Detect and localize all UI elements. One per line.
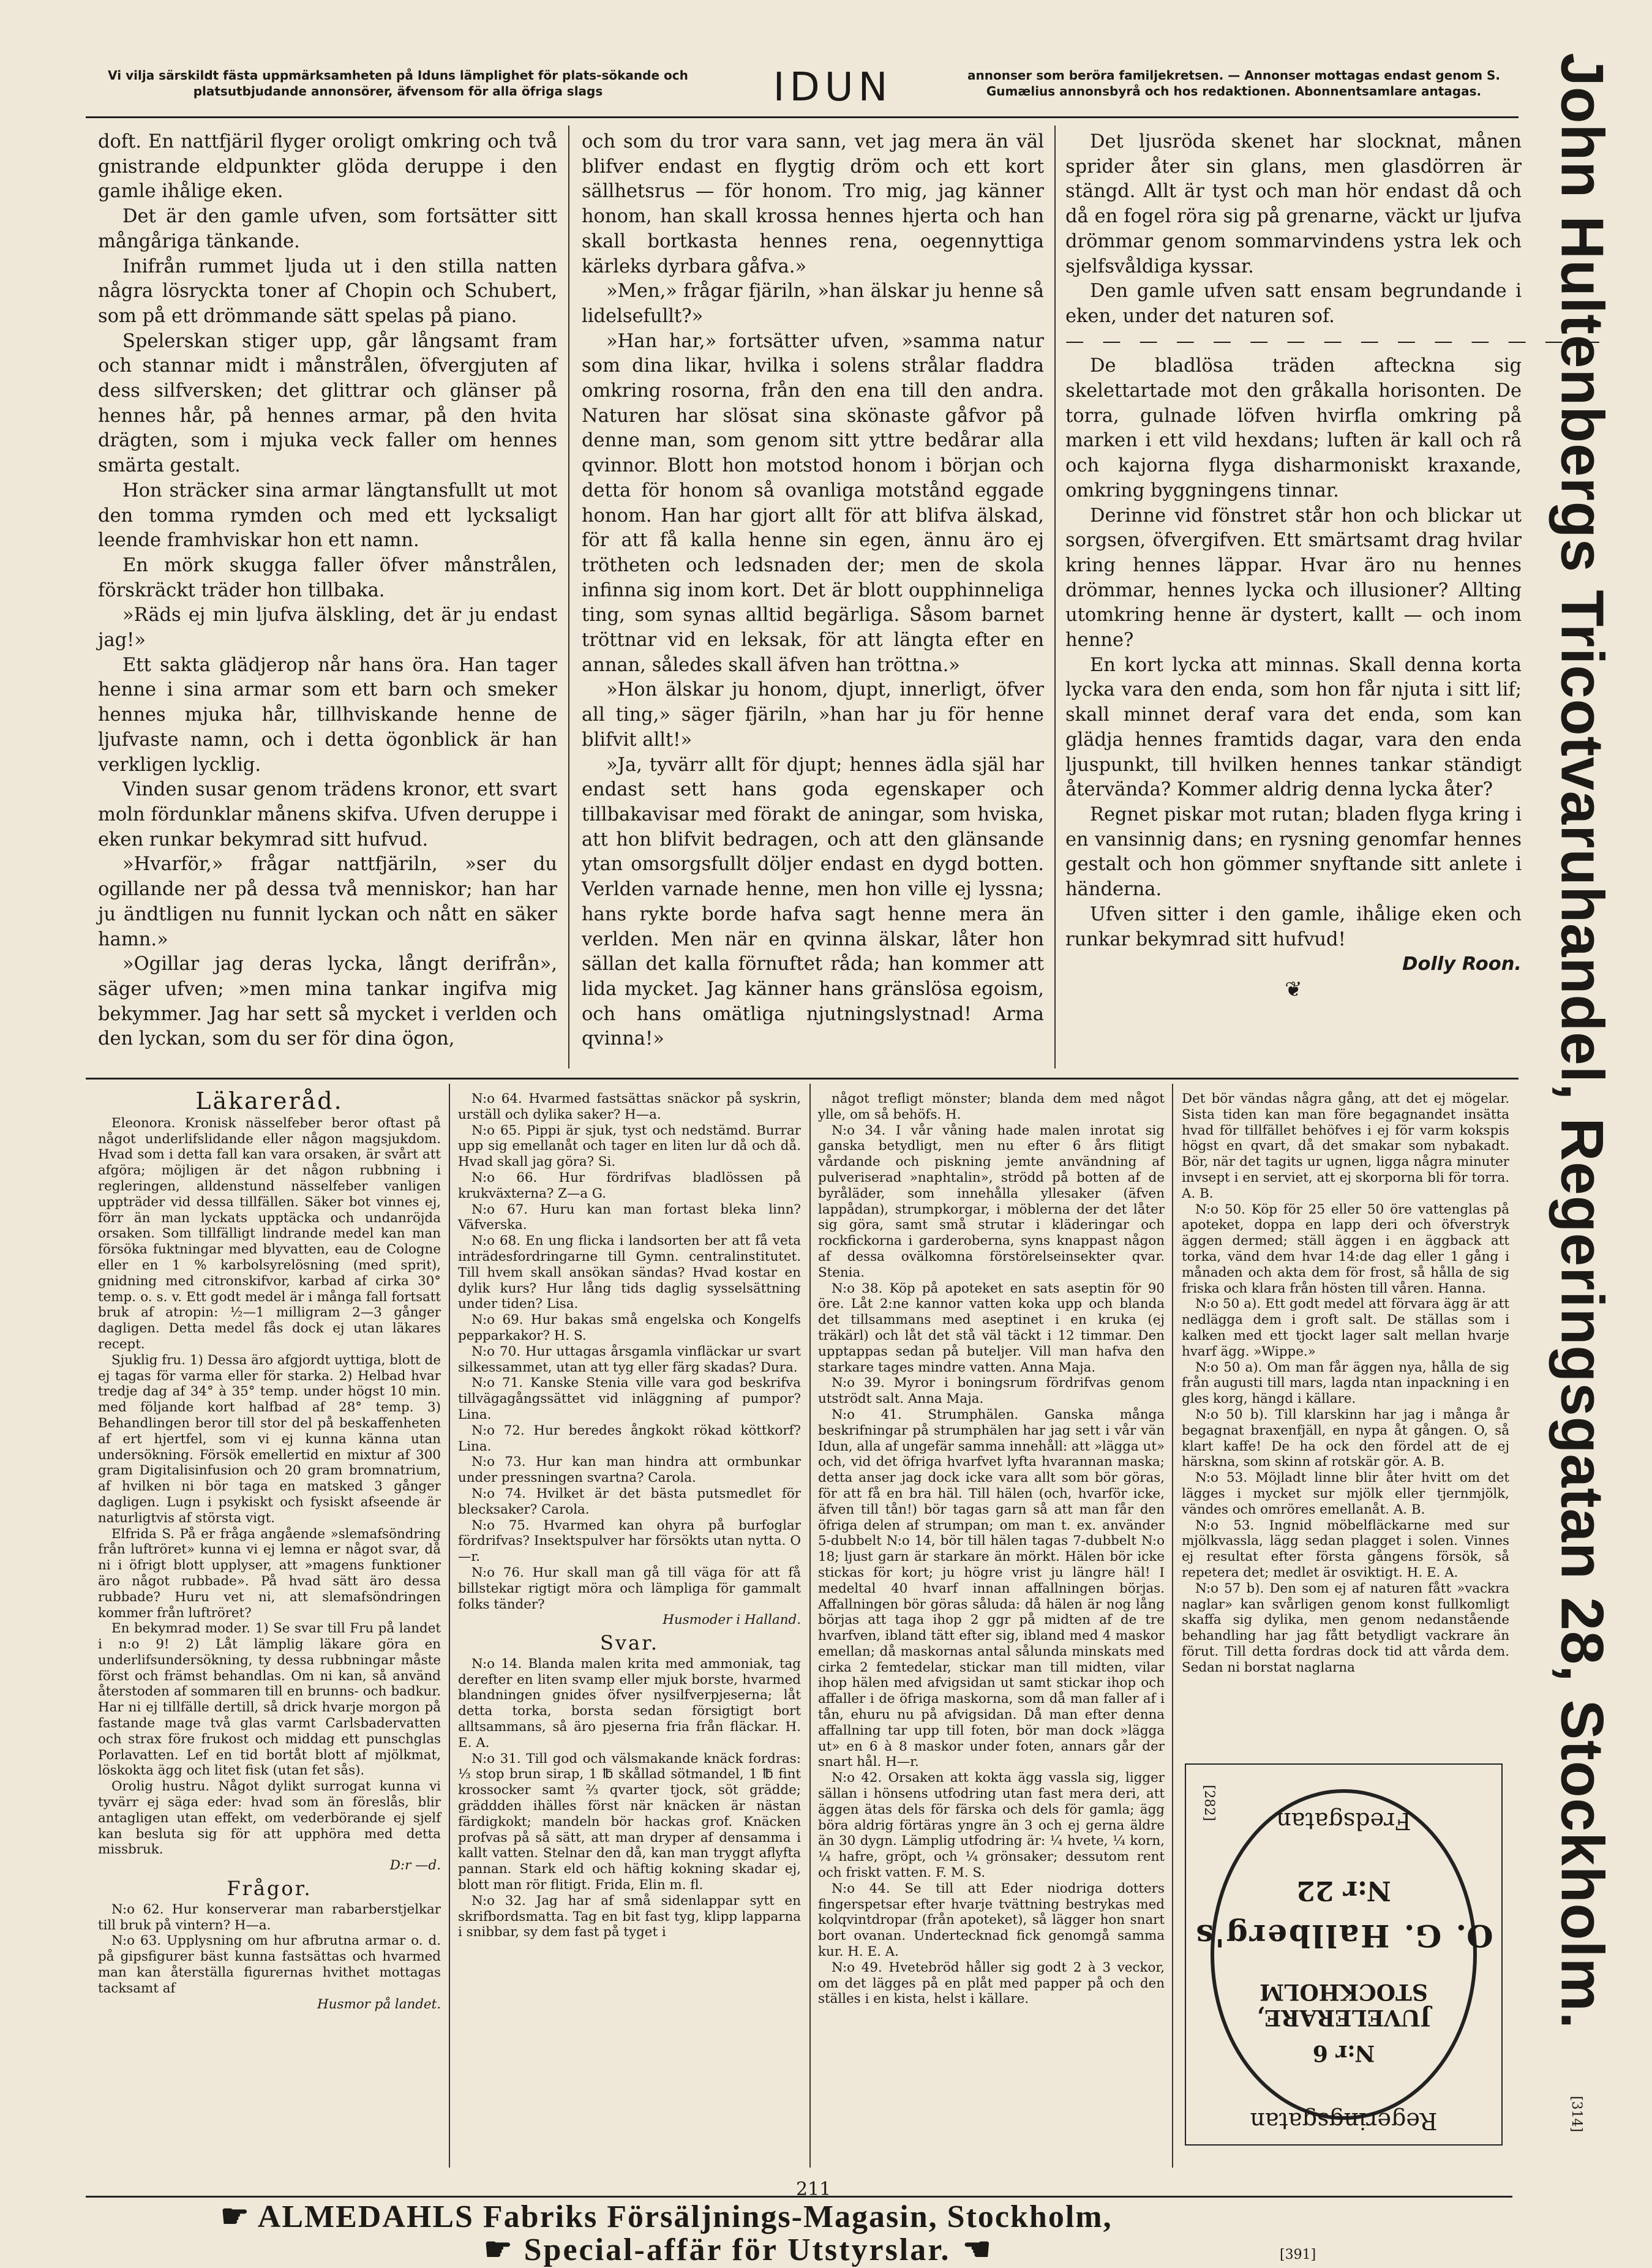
paragraph: En mörk skugga faller öfver månstrålen, förskräckt träder hon tillbaka. (98, 554, 557, 601)
answer: N:o 39. Myror i boningsrum fördrifvas genom utströdt salt. Anna Maja. (818, 1375, 1165, 1407)
column-divider (1172, 1084, 1173, 2168)
section-rule (86, 1078, 1519, 1080)
stamp-street-top: Fredsgatan (1276, 1808, 1411, 1834)
lakarerad-column (98, 1087, 441, 2012)
pointing-hand-icon: ☛ (220, 2199, 250, 2234)
question: N:o 68. En ung flicka i landsorten ber att få veta inträdesfordringarne till Gymn. centralinstitutet. Till hvem skall ansökan sändas? Hvad kostar en dylik kurs? Hur lång tids daglig sysselsättning under tiden? Lisa. (458, 1233, 801, 1312)
answer: N:o 50 a). Ett godt medel att förvara ägg är att nedlägga dem i groft salt. De ställas som i kalken med ett tjockt lager salt mellan hvarje hvarf ägg. »Wippe.» (1182, 1296, 1509, 1359)
paragraph: doft. En nattfjäril flyger oroligt omkring och två gnistrande eldpunkter glöda deruppe i den gamle ihålige eken. (98, 131, 557, 203)
answer: N:o 38. Köp på apoteket en sats aseptin för 90 öre. Låt 2:ne kannor vatten koka upp och blanda det tillsammans med aseptinet i en kruka (ej träkärl) och låt det stå väl täckt i 12 timmar. Den upptappas sedan på buteljer. Vill man hafva den starkare tages mindre vatten. Anna Maja. (818, 1280, 1165, 1375)
section-heading: Läkareråd. (195, 1087, 344, 1114)
stamp-code: [282] (1201, 1784, 1217, 1822)
answer: N:o 49. Hvetebröd håller sig godt 2 à 3 veckor, om det lägges på en plåt med papper på och den ställes i en kista, helst i källare. (818, 1959, 1165, 2007)
story-column-3 (1065, 130, 1607, 1002)
footer-advert-line-2 (484, 2231, 991, 2268)
paragraph: »Hon älskar ju honom, djupt, innerligt, öfver all ting,» säger fjäriln, »han har ju för henne blifvit allt!» (582, 679, 1044, 751)
svar-column-right (1182, 1091, 1509, 1675)
paragraph: En kort lycka att minnas. Skall denna korta lycka vara den enda, som hon får njuta i sitt lif; skall minnet deraf vara det enda, som kan glädja hennes framtids dagar, vara den enda ljuspunkt, till hvilken hennes tankar ständigt återvända? Kommer aldrig denna lycka åter? (1065, 654, 1522, 801)
answer: Orolig hustru. Något dylikt surrogat kunna vi tyvärr ej säga eder: hvad som än föreslås, blir antagligen utan effekt, om vederbörande ej sjelf kan besluta sig för att upphöra med detta missbruk. (98, 1779, 441, 1858)
paragraph: Den gamle ufven satt ensam begrundande i eken, under det naturen sof. (1065, 280, 1522, 327)
paragraph: och som du tror vara sann, vet jag mera än väl blifver endast en flygtig dröm och ett kort sällhetsrus — för honom. Tro mig, jag känner honom, han skall krossa hennes hjerta och han skall bortkasta hennes rena, oegennyttiga kärleks dyrbara gåfva.» (582, 131, 1044, 277)
signature: Husmor på landet. (317, 1996, 441, 2012)
paragraph: Derinne vid fönstret står hon och blickar ut sorgsen, öfvergifven. Ett smärtsamt drag hvilar kring hennes läppar. Hvar äro nu hennes drömmar, hennes lycka och illusioner? Allting utomkring henne är dystert, kallt — och inom henne? (1065, 505, 1522, 651)
question: N:o 64. Hvarmed fastsättas snäckor på syskrin, urställ och dylika saker? H—a. (458, 1091, 801, 1122)
answer: N:o 34. I vår våning hade malen inrotat sig ganska betydligt, men nu efter 6 års flitigt vårdande och piskning jemte användning af pulveriserad »naphtalin», strödd på botten af de byråläder, som innehålla yllesaker (äfven lappådan), strumpkorgar, i möblerna der det låter sig göra, samt små strutar i kläderingar och rockfickorna i garderoberna, syns knappast någon af dessa ovälkomna förstörelseinsekter qvar. Stenia. (818, 1122, 1165, 1280)
question: N:o 76. Hur skall man gå till väga för att få billstekar rigtigt möra och lämpliga för gammalt folks tänder? (458, 1564, 801, 1612)
ornament-icon: ❦ (1285, 977, 1302, 1002)
paragraph: Regnet piskar mot rutan; bladen flyga kring i en vansinnig dans; en rysning genomfar hennes gestalt och hon gömmer snyftande sitt anlete i händerna. (1065, 803, 1522, 901)
fragor-column (458, 1091, 801, 1940)
question: N:o 74. Hvilket är det bästa putsmedlet för blecksaker? Carola. (458, 1485, 801, 1517)
column-divider (568, 126, 569, 1068)
answer: N:o 42. Orsaken att kokta ägg vassla sig, ligger sällan i hönsens utfodring utan fast mera deri, att äggen ätas dels för färska och dels för gamla; ägg böra aldrig förtäras yngre än 3 och ej gerna äldre än 30 dygn. Lämplig utfodring är: ¼ hvete, ¼ korn, ¼ hafre, gröpt, och ¼ grönsaker; dessutom rent och friskt vatten. F. M. S. (818, 1770, 1165, 1881)
header-right-notice: annonser som beröra familjekretsen. — Annonser mottagas endast genom S. Gumælius annonsbyrå och hos redaktionen. Abonnentsamlare antagas. (967, 68, 1500, 99)
answer: N:o 32. Jag har af små sidenlappar sytt en skrifbordsmatta. Tag en bit fast tyg, klipp lapparna i snibbar, sy dem fast på tyget i (458, 1893, 801, 1940)
masthead-title: IDUN (773, 65, 893, 110)
sidebar-advertisement (1512, 0, 1652, 2267)
paragraph: Ufven sitter i den gamle, ihålige eken och runkar bekymrad sitt hufvud! (1065, 903, 1522, 950)
question: N:o 62. Hur konserverar man rabarberstjelkar till bruk på vintern? H—a. (98, 1901, 441, 1933)
answer: N:o 50 a). Om man får äggen nya, hålla de sig från augusti till mars, lagda ntan inpackning i en gles korg, hängd i källare. (1182, 1359, 1509, 1407)
answer: N:o 57 b). Den som ej af naturen fått »vackra naglar» kan svårligen genom konst fullkomligt skaffa sig dylika, men genom nedanstående behandling har jag fått betydligt vackrare än förut. Till detta fordras dock tid att vårda dem. Sedan ni borstat naglarna (1182, 1580, 1509, 1675)
footer-line-2-text: Special-affär för Utstyrslar. (524, 2232, 951, 2267)
paragraph: Inifrån rummet ljuda ut i den stilla natten några lösryckta toner af Chopin och Schubert, som på ett drömmande sätt spelas på piano. (98, 255, 557, 327)
answer: N:o 14. Blanda malen krita med ammoniak, tag derefter en liten svamp eller mjuk borste, hvarmed blandningen gnides öfver nysilfverpjeserna; låt detta torka, borsta sedan försigtigt bort alltsammans, så äro pjeserna fria från fläckar. H. E. A. (458, 1656, 801, 1751)
answer: N:o 44. Se till att Eder niodriga dotters fingerspetsar efter hvarje tvättning bestrykas med kolqvintdropar (från apoteket), så lägger hon snart bort ovanan. Undertecknad fick genomgå samma kur. H. E. A. (818, 1880, 1165, 1960)
stamp-number-top: N:r 22 (1296, 1875, 1391, 1906)
footer-rule (86, 2196, 1512, 2198)
answer: En bekymrad moder. 1) Se svar till Fru på landet i n:o 9! 2) Låt lämplig läkare göra en underlifsundersökning, ty dessa rubbningar måste först och främst behandlas. Om ni kan, så använd återstoden af sommaren till en brunns- och badkur. Har ni ej tillfälle dertill, så drick hvarje morgon på fastande mage två glas varmt Carlsbadervatten och strax före frukost och middag ett punschglas Porlavatten. Lef en tid bortåt blott af mjölkmat, löskokta ägg och litet fisk (utan fet sås). (98, 1621, 441, 1779)
question: N:o 69. Hur bakas små engelska och Kongelfs pepparkakor? H. S. (458, 1312, 801, 1343)
stamp-street-bottom: Regeringsgatan (1250, 2108, 1438, 2135)
signature: Husmoder i Halland. (663, 1612, 801, 1628)
column-divider (449, 1084, 450, 2168)
stamp-number-bottom: N:r 6 (1312, 2040, 1375, 2066)
answer: Eleonora. Kronisk nässelfeber beror oftast på något underlifslidande eller någon magsjukdom. Hvad som i detta fall kan vara orsaken, är svårt att afgöra; möjligen är det någon rubbning i regleringen, alldenstund nässelfeber vanligen uppträder vid dessa tillfällen. Säker bot vinnes ej, förr än man lyckats upptäcka och undanröjda orsaken. Som tillfälligt lindrande medel kan man försöka fuktningar med blyvatten, eau de Cologne eller en 1 % karbolsyrelösning (med sprit), gnidning med citronskifvor, karbad af cirka 30° temp. o. s. v. Ett godt medel är i många fall fortsatt bruk af atropin: ½—1 milligram 2—3 gånger dagligen. Detta medel fås dock ej utan läkares recept. (98, 1115, 441, 1352)
footer-line-1-text: ALMEDAHLS Fabriks Försäljnings-Magasin, Stockholm, (257, 2199, 1113, 2234)
column-divider (809, 1084, 811, 2168)
question: N:o 67. Huru kan man fortast bleka linn? Väfverska. (458, 1201, 801, 1233)
paragraph: »Ogillar jag deras lycka, långt derifrån», säger ufven; »men mina tankar ingifva mig bekymmer. Jag har sett så mycket i verlden och den lyckan, som du ser för dina ögon, (98, 953, 557, 1050)
paragraph: Spelerskan stiger upp, går långsamt fram och stannar midt i månstrålen, öfvergjuten af dess silfversken; det glittrar och glänser på hennes hår, på hennes armar, på den hvita drägten, som i mjuka veck faller om hennes smärta gestalt. (98, 330, 557, 477)
pointing-hand-icon: ☛ (484, 2232, 514, 2267)
answer: Elfrida S. På er fråga angående »slemafsöndring från luftröret» kunna vi ej lemna er något svar, då ni i öfrigt blott upplyser, att »magens funktioner äro något rubbade». På hvad sätt äro dessa rubbade? Huru vet ni, att slemafsöndringen kommer från luftröret? (98, 1526, 441, 1621)
footer-advert-line-1 (220, 2198, 1113, 2235)
stamp-subtitle: JUVELERARE, STOCKHOLM (1256, 1979, 1431, 2030)
paragraph: »Han har,» fortsätter ufven, »samma natur som dina likar, hvilka i solens strålar fladdra omkring rosorna, från den ena till den andra. Naturen har slösat sina skönaste gåfvor på denne man, som genom sitt yttre bedårar alla qvinnor. Blott hon motstod honom i början och detta för honom så ovanliga motstånd eggade honom. Han har gjort allt för att blifva älskad, för att få kalla henne sin egen, ännu äro ej trötheten och ledsnaden der; men de skola infinna sig inom kort. Det är blott oupphinneliga ting, som synas alltid begärliga. Såsom barnet tröttnar vid en leksak, för att längta efter en annan, således skall äfven han tröttna.» (582, 330, 1044, 676)
story-column-2 (582, 130, 1044, 1052)
question: N:o 75. Hvarmed kan ohyra på burfoglar fördrifvas? Insektspulver har försökts utan nytta. O—r. (458, 1517, 801, 1565)
page-header (86, 61, 1512, 110)
paragraph: »Ja, tyvärr allt för djupt; hennes ädla själ har endast sett hans goda egenskaper och tillbakavisar med förakt de aningar, som hviska, att hon blifvit bedragen, och att den glänsande ytan omsorgsfullt döljer endast en dygd botten. Verlden varnade henne, men hon ville ej lyssna; hans rykte borde hafva sagt henne mera än verlden. Men när en qvinna älskar, låter hon sällan det kalla förnuftet råda; han kommer att lida mycket. Jag känner hans gränslösa egoism, och hans omätliga njutningslystnad! Arma qvinna!» (582, 754, 1044, 1050)
section-dashes: — — — — — — — — — — — — — — — (1065, 330, 1607, 352)
stamp-name: O. G. Hallberg's (1194, 1918, 1493, 1954)
jeweller-advertisement (1185, 1763, 1503, 2146)
answer: N:o 31. Till god och välsmakande knäck fordras: ⅓ stop brun sirap, 1 ℔ skållad sötmandel, 1 ℔ fint krossocker samt ⅔ qvarter tjock, söt grädde; gräddden ihälles först när knäcken är nästan färdigkokt; mandeln bör hackas grof. Knäcken profvas på så sätt, att man dryper af densamma i kallt vatten. Stelnar den då, kan man tryggt aflyfta pannan. Stark eld och häftig kokning skadar ej, blott man rör flitigt. Frida, Elin m. fl. (458, 1751, 801, 1893)
answer: N:o 50 b). Till klarskinn har jag i många år begagnat braxenfjäll, en nypa åt gången. O, så klart kaffe! De ha ock den fördel att de ej härskna, som skinn af rotskär gör. A. B. (1182, 1406, 1509, 1470)
pointing-hand-icon: ☛ (960, 2232, 991, 2267)
author-signature: Dolly Roon. (1402, 953, 1522, 975)
story-column-1 (98, 130, 557, 1052)
answer: N:o 41. Strumphälen. Ganska många beskrifningar på strumphälen har jag sett i vår vän Idun, alla af ungefär samma innehåll: att »lägga ut» och, vid det öfriga hvarfvet lyfta hvarannan maska; detta anser jag dock icke vara allt som bör göras, för att få en bra häl. Till hälen (och, hvarför icke, äfven till tån!) bör tagas garn så att man får den öfriga delen af strumpan; om man t. ex. använder 5-dubbelt N:o 14, bör till hälen tagas 7-dubbelt N:o 18; ljust garn är starkare än mörkt. Hälen bör icke stickas för kort; ju högre vrist ju längre häl! I medeltal 40 hvarf innan affallningen börjas. Affallningen bör göras såluda: då hälen är nog lång börjas att taga ihop 2 ggr på midten af de tre hvarfven, ibland tätt efter sig, ibland med 4 maskor emellan; då maskornas antal sålunda minskats med cirka 2 femtedelar, stickar man till midten, vilar ihop hälen med afvigsidan ut samt stickar ihop och affaller i de öfriga maskorna, som då man faller af i tån, ehuru nu på afvigsidan. Då man efter denna affallning tar upp till foten, bör man dock »lägga ut» en 6 à 8 maskor under foten, annars går der snart hål. H—r. (818, 1406, 1165, 1770)
question: N:o 63. Upplysning om hur afbrutna armar o. d. på gipsfigurer bäst kunna fastsättas och hvarmed man kan återställa figurernas hvithet mottagas tacksamt af (98, 1933, 441, 1996)
paragraph: Hon sträcker sina armar längtansfullt ut mot den tomma rymden och med ett lycksaligt leende framhviskar hon ett namn. (98, 479, 557, 552)
sidebar-code: [314] (1569, 2095, 1585, 2133)
signature: D:r —d. (389, 1858, 441, 1874)
question: N:o 70. Hur uttagas årsgamla vinfläckar ur svart silkessammet, utan att tyg eller färg skadas? Dura. (458, 1343, 801, 1375)
paragraph: Vinden susar genom trädens kronor, ett svart moln fördunklar månens skifva. Ufven deruppe i eken runkar bekymrad sitt hufvud. (98, 779, 557, 850)
paragraph: Det är den gamle ufven, som fortsätter sitt mångåriga tänkande. (98, 206, 557, 252)
header-left-notice: Vi vilja särskildt fästa uppmärksamheten på Iduns lämplighet för plats-sökande och platsutbjudande annonsörer, äfvensom för alla öfriga slags (108, 68, 688, 99)
answer: Det bör vändas några gång, att det ej mögelar. Sista tiden kan man före begagnandet insätta hvad för tillfället behöfves i ej för varm kokspis högst en qvart, då det smakar som nybakadt. Bör, när det tagits ur ugnen, ligga några minuter invsept i en serviet, att ej skorporna bli för torra. A. B. (1182, 1091, 1509, 1201)
paragraph: »Men,» frågar fjäriln, »han älskar ju henne så lidelsefullt?» (582, 280, 1044, 327)
question: N:o 72. Hur beredes ångkokt rökad köttkorf? Lina. (458, 1422, 801, 1454)
paragraph: Ett sakta glädjerop når hans öra. Han tager henne i sina armar som ett barn och smeker hennes mjuka hår, tillhviskande henne de ljufvaste namn, och i detta ögonblick är han verkligen lycklig. (98, 654, 557, 776)
paragraph: »Räds ej min ljufva älskling, det är ju endast jag!» (98, 604, 557, 651)
question: N:o 73. Hur kan man hindra att ormbunkar under pressningen svartna? Carola. (458, 1454, 801, 1486)
sidebar-vertical-text: John Hultenbergs Tricotvaruhandel, Regeringsgatan 28, Stockholm. (1549, 53, 1616, 2029)
answer: Sjuklig fru. 1) Dessa äro afgjordt uyttiga, blott de ej tagas för varma eller för starka. 2) Helbad hvar tredje dag af 34° à 35° temp. under högst 10 min. med följande kort halfbad af 28° temp. 3) Behandlingen beror till stor del på beskaffenheten af ert hjertfel, som vi ej kunna känna utan undersökning. Försök emellertid en mixtur af 300 gram Digitalisinfusion och 20 gram bromnatrium, af hvilken ni bör taga en matsked 3 gånger dagligen. Lugn i psykiskt och fysiskt afseende är naturligtvis af största vigt. (98, 1352, 441, 1526)
answer: något trefligt mönster; blanda dem med något ylle, om så behöfs. H. (818, 1091, 1165, 1122)
question: N:o 65. Pippi är sjuk, tyst och nedstämd. Burrar upp sig emellanåt och tager en liten lur då och då. Hvad skall jag göra? Si. (458, 1122, 801, 1170)
stamp-ring (1211, 1789, 1477, 2120)
header-rule (86, 116, 1519, 118)
question: N:o 66. Hur fördrifvas bladlössen på krukväxterna? Z—a G. (458, 1170, 801, 1201)
answer: N:o 53. Ingnid möbelfläckarne med sur mjölkvassla, lägg sedan plagget i solen. Vinnes ej resultat efter första gångens försök, så repetera det; medlet är osviktigt. H. E. A. (1182, 1517, 1509, 1580)
footer-code: [391] (1280, 2247, 1316, 2262)
section-heading: Frågor. (227, 1877, 312, 1901)
paragraph: Det ljusröda skenet har slocknat, månen sprider åter sin glans, men glasdörren är stängd. Allt är tyst och man hör endast då och då en fogel röra sig på grenarne, väckt ur ljufva drömmar genom sommarvindens ystra lek och sjelfsvåldiga kyssar. (1065, 131, 1522, 277)
section-heading: Svar. (599, 1631, 659, 1655)
page-number: 211 (796, 2179, 832, 2200)
column-divider (1054, 126, 1056, 1068)
paragraph: »Hvarför,» frågar nattfjäriln, »ser du ogillande ner på dessa två menniskor; han har ju ändtligen nu funnit lyckan och nått en säker hamn.» (98, 854, 557, 950)
paragraph: De bladlösa träden afteckna sig skelettartade mot den gråkalla horisonten. De torra, gulnade löfven hvirfla omkring på marken i ett vild hexdans; luften är kall och rå och kajorna flyga disharmoniskt kraxande, omkring byggningens tinnar. (1065, 355, 1522, 501)
svar-column (818, 1091, 1165, 2007)
question: N:o 71. Kanske Stenia ville vara god beskrifva tillvägagångssättet vid inläggning af pumpor? Lina. (458, 1375, 801, 1422)
answer: N:o 50. Köp för 25 eller 50 öre vattenglas på apoteket, doppa en lapp deri och öfverstryk äggen dermed; ställ äggen i en äggback att torka, vänd dem hvar 14:de dag eller 1 gång i månaden och akta dem för frost, så hålla de sig friska och klara från hösten till våren. Hanna. (1182, 1201, 1509, 1296)
answer: N:o 53. Möjladt linne blir åter hvitt om det lägges i mycket sur mjölk eller tjernmjölk, vändes och omröres emellanåt. A. B. (1182, 1470, 1509, 1517)
